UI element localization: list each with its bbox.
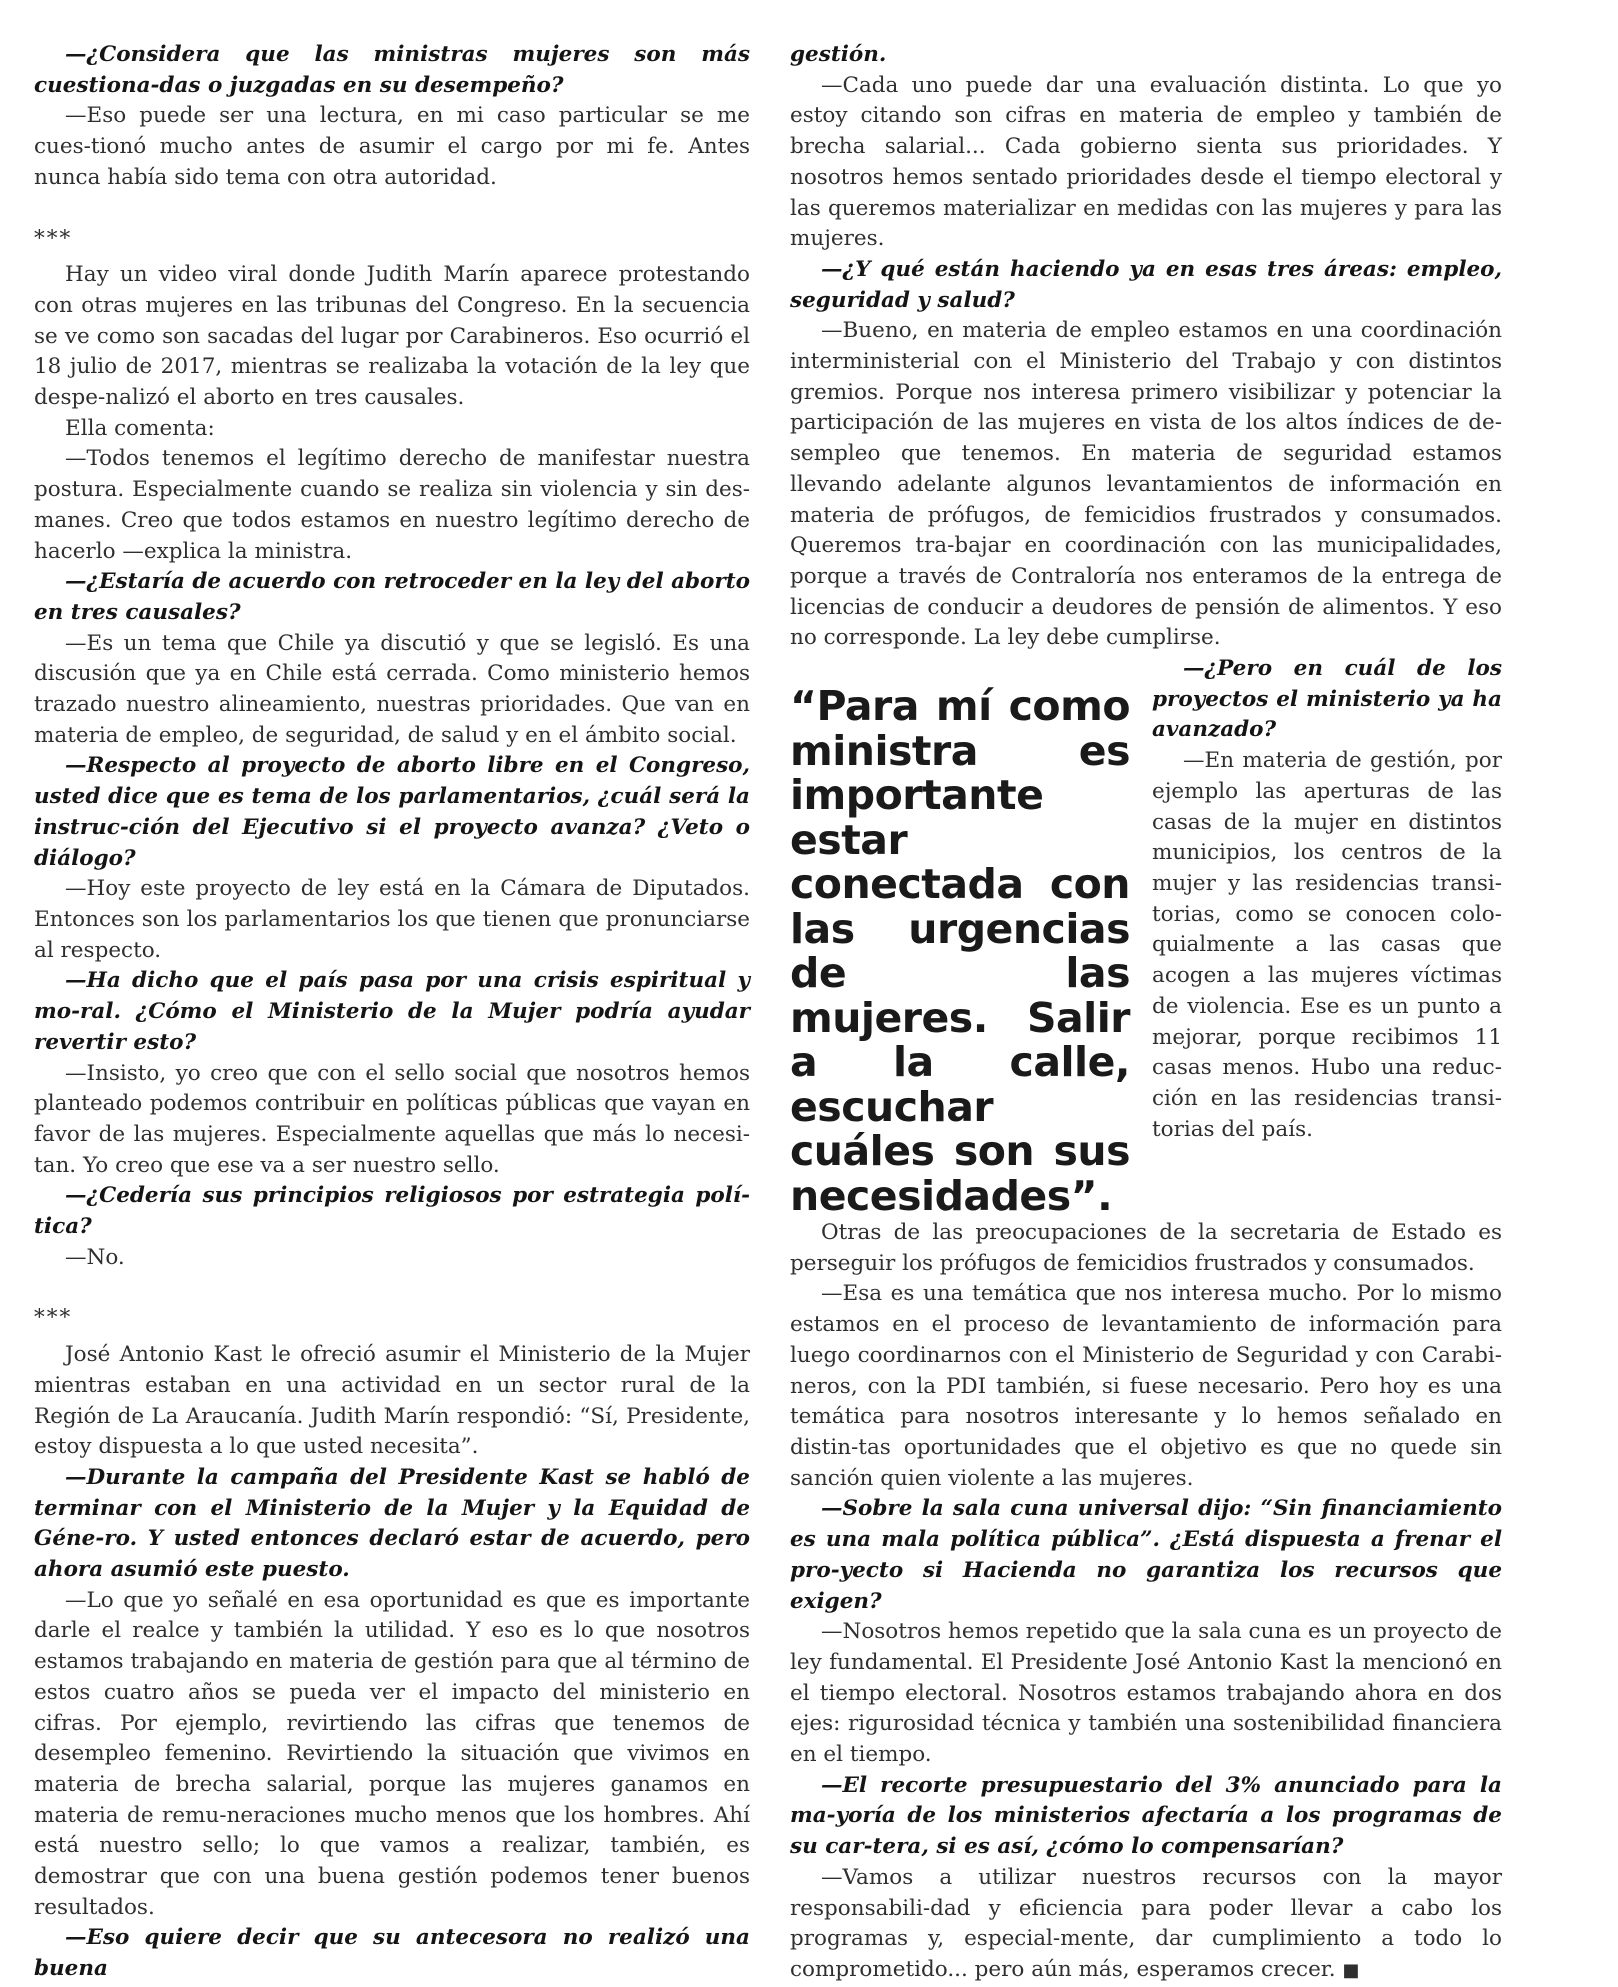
interview-answer: —Hoy este proyecto de ley está en la Cámara de Diputados. Entonces son los parlamentarios los que tienen que pronunciarse al respecto. [34,876,750,963]
interview-answer: —Cada uno puede dar una evaluación distinta. Lo que yo estoy citando son cifras en materia de empleo y también de brecha salarial... Cada gobierno sienta sus prioridades. Y nosotros hemos sentado prioridades desde el tiempo electoral y las queremos materializar en medidas con las mujeres y para las mujeres. [790,72,1502,252]
interview-question-continued: gestión. [790,42,887,67]
interview-answer: —Bueno, en materia de empleo estamos en una coordinación interministerial con el Ministerio del Trabajo y con distintos gremios. Porque nos interesa primero visibilizar y potenciar la participación de las mujeres en vista de los altos índices de de-sempleo que tenemos. En materia de seguridad estamos llevando adelante algunos levantamientos de información en materia de prófugos, de femicidios frustrados y consumados. Queremos tra-bajar en coordinación con las municipalidades, porque a través de Contraloría nos enteramos de la entrega de licencias de conducir a deudores de pensión de alimentos. Y eso no corresponde. La ley debe cumplirse. [790,318,1502,651]
interview-question: —Durante la campaña del Presidente Kast se habló de terminar con el Ministerio de la Mujer y la Equidad de Géne-ro. Y usted entonces declaró estar de acuerdo, pero ahora asumió este puesto. [34,1464,750,1583]
interview-answer: —Esa es una temática que nos interesa mucho. Por lo mismo estamos en el proceso de levantamiento de información para luego coordinarnos con el Ministerio de Seguridad y con Carabi-neros, con la PDI también, si fuese necesario. Pero hoy es una temática para nosotros interesante y lo hemos señalado en distin-tas oportunidades que el objetivo es que no quede sin sanción quien violente a las mujeres. [790,1281,1502,1491]
interview-question: —Respecto al proyecto de aborto libre en el Congreso, usted dice que es tema de los parlamentarios, ¿cuál será la instruc-ción del Ejecutivo si el proyecto avanza? ¿Veto o diálogo? [34,753,750,871]
interview-question: —Ha dicho que el país pasa por una crisis espiritual y mo-ral. ¿Cómo el Ministerio de la Mujer podría ayudar revertir esto? [34,968,750,1055]
section-separator: *** [34,1305,73,1331]
interview-question: —Sobre la sala cuna universal dijo: “Sin financiamiento es una mala política pública”. ¿Está dispuesta a frenar el pro-yecto si Hacienda no garantiza los recursos que exigen? [790,1496,1502,1614]
body-paragraph: José Antonio Kast le ofreció asumir el Ministerio de la Mujer mientras estaban en una actividad en un sector rural de la Región de La Araucanía. Judith Marín respondió: “Sí, Presidente, estoy dispuesta a lo que usted necesita”. [34,1342,750,1460]
interview-answer: —Es un tema que Chile ya discutió y que se legisló. Es una discusión que ya en Chile está cerrada. Como ministerio hemos trazado nuestro alineamiento, nuestras prioridades. Que van en materia de empleo, de seguridad, de salud y en el ámbito social. [34,630,750,748]
narrow-text-column [1152,654,1502,1218]
interview-question: —¿Considera que las ministras mujeres son más cuestiona-das o juzgadas en su desempeño? [34,42,750,98]
interview-answer [790,1863,1502,1987]
body-paragraph: Otras de las preocupaciones de la secretaria de Estado es perseguir los prófugos de femicidios frustrados y consumados. [790,1220,1502,1276]
body-paragraph: Ella comenta: [65,415,215,441]
interview-answer: —En materia de gestión, por ejemplo las aperturas de las casas de la mujer en distintos municipios, los centros de la mujer y las residencias transi-torias, como se conocen colo-quialmente a las casas que acogen a las mujeres víctimas de violencia. Ese es un punto a mejorar, porque recibimos 11 casas menos. Hubo una reduc-ción en las residencias transi-torias del país. [1152,748,1502,1142]
interview-answer: —No. [65,1244,125,1270]
interview-question: —¿Cedería sus principios religiosos por estrategia polí-tica? [34,1183,750,1240]
pull-quote-block [790,654,1502,1218]
interview-answer: —Nosotros hemos repetido que la sala cuna es un proyecto de ley fundamental. El Presidente José Antonio Kast la mencionó en el tiempo electoral. Nosotros estamos trabajando ahora en dos ejes: rigurosidad técnica y también una sostenibilidad financiera en el tiempo. [790,1619,1502,1768]
body-paragraph: Hay un video viral donde Judith Marín aparece protestando con otras mujeres en las tribunas del Congreso. En la secuencia se ve como son sacadas del lugar por Carabineros. Eso ocurrió el 18 julio de 2017, mientras se realizaba la votación de la ley que despe-nalizó el aborto en tres causales. [34,262,750,411]
interview-answer: —Lo que yo señalé en esa oportunidad es que es importante darle el realce y también la utilidad. Y eso es lo que nosotros estamos trabajando en materia de gestión para que al término de estos cuatro años se pueda ver el impacto del ministerio en cifras. Por ejemplo, revirtiendo las cifras que tenemos de desempleo femenino. Revirtiendo la situación que vivimos en materia de brecha salarial, porque las mujeres ganamos en materia de remu-neraciones mucho menos que los hombres. Ahí está nuestro sello; lo que vamos a realizar, también, es demostrar que con una buena gestión podemos tener buenos resultados. [34,1587,750,1920]
section-separator: *** [34,225,73,251]
article-left-column [34,40,750,1985]
end-mark-icon: ■ [1342,1959,1360,1981]
interview-answer: —Insisto, yo creo que con el sello social que nosotros hemos planteado podemos contribuir en políticas públicas que vayan en favor de las mujeres. Especialmente aquellas que más lo necesi-tan. Yo creo que ese va a ser nuestro sello. [34,1060,750,1178]
final-answer-text: —Vamos a utilizar nuestros recursos con la mayor responsabili-dad y eficiencia para poder llevar a cabo los programas y, especial-mente, dar cumplimiento a todo lo comprometido... pero aún más, esperamos crecer. [790,1864,1502,1982]
interview-question: —¿Estaría de acuerdo con retroceder en la ley del aborto en tres causales? [34,569,750,625]
interview-question: —¿Y qué están haciendo ya en esas tres áreas: empleo, seguridad y salud? [790,256,1502,313]
interview-question: —¿Pero en cuál de los proyectos el ministerio ya ha avanzado? [1152,656,1502,743]
interview-question: —El recorte presupuestario del 3% anunciado para la ma-yoría de los ministerios afectaría a los programas de su car-tera, si es así, ¿cómo lo compensarían? [790,1772,1502,1860]
pull-quote: “Para mí como ministra es importante estar conectada con las urgencias de las mujeres. Salir a la calle, escuchar cuáles son sus necesidades”. [790,682,1130,1220]
interview-answer: —Eso puede ser una lectura, en mi caso particular se me cues-tionó mucho antes de asumir el cargo por mi fe. Antes nunca había sido tema con otra autoridad. [34,103,750,190]
interview-answer: —Todos tenemos el legítimo derecho de manifestar nuestra postura. Especialmente cuando se realiza sin violencia y sin des-manes. Creo que todos estamos en nuestro legítimo derecho de hacerlo —explica la ministra. [34,446,750,564]
interview-question: —Eso quiere decir que su antecesora no realizó una buena [34,1925,750,1982]
article-right-column [790,40,1502,1987]
